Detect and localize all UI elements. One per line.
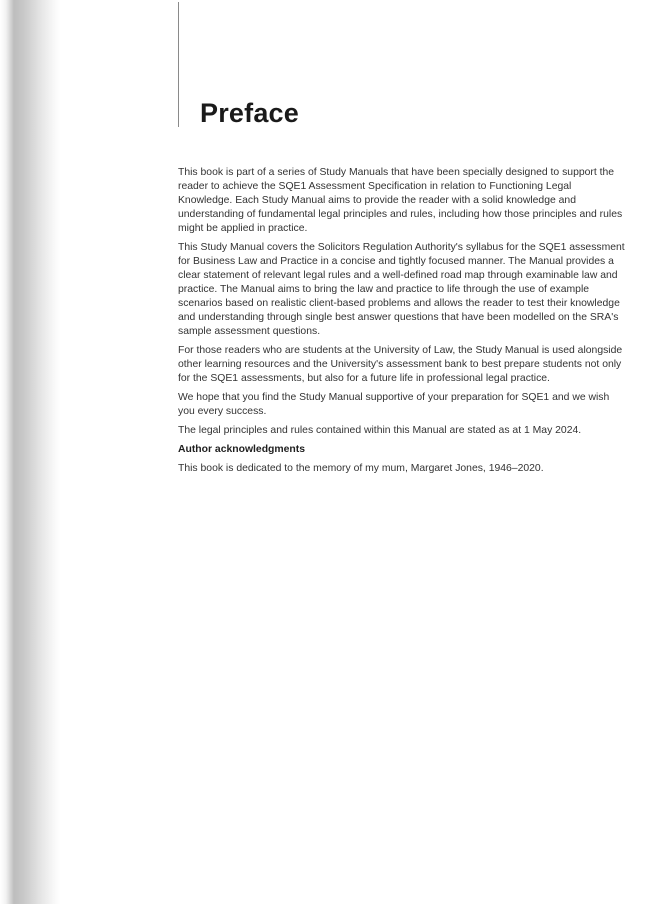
page-title: Preface — [200, 98, 299, 128]
paragraph-students: For those readers who are students at the University of Law, the Study Manual is used alongside other learning resources and the University's assessment bank to best prepare students not only for the SQE1 assessments, but also for a future life in professional legal practice. — [178, 345, 623, 384]
paragraph-series-intro: This book is part of a series of Study Manuals that have been specially designed to support the reader to achieve the SQE1 Assessment Specification in relation to Functioning Legal Knowledge. Each Study Manual aims to provide the reader with a solid knowledge and understanding of fundamental legal principles and rules, including how those principles and rules might be applied in practice. — [178, 167, 623, 234]
acknowledgments-heading: Author acknowledgments — [178, 444, 306, 455]
preface-body — [178, 166, 626, 481]
acknowledgments-text: This book is dedicated to the memory of my mum, Margaret Jones, 1946–2020. — [178, 463, 544, 474]
paragraph-manual-coverage: This Study Manual covers the Solicitors Regulation Authority's syllabus for the SQE1 assessment for Business Law and Practice in a concise and tightly focused manner. The Manual provides a clear statement of relevant legal rules and a well-defined road map through examinable law and practice. The Manual aims to bring the law and practice to life through the use of example scenarios based on realistic client-based problems and allows the reader to test their knowledge and understanding through single best answer questions that have been modelled on the SRA's sample assessment questions. — [178, 242, 625, 337]
title-vertical-rule — [178, 2, 179, 127]
paragraph-law-date: The legal principles and rules contained within this Manual are stated as at 1 May 2024. — [178, 425, 582, 436]
paragraph-good-wishes: We hope that you find the Study Manual supportive of your preparation for SQE1 and we wish you every success. — [178, 392, 610, 417]
book-spine-shadow — [0, 0, 60, 904]
